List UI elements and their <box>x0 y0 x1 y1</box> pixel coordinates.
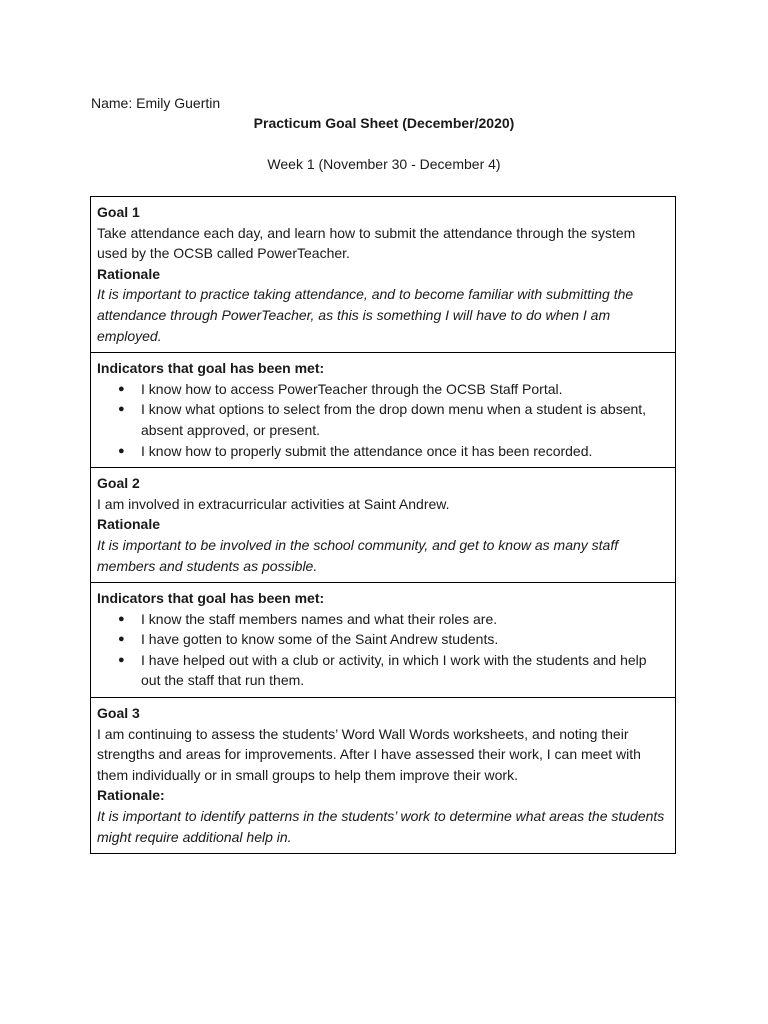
indicator-item: ● I know how to properly submit the attendance once it has been recorded. <box>141 441 669 462</box>
goal-3-rationale-heading: Rationale: <box>97 787 165 804</box>
indicator-item: ● I know how to access PowerTeacher through the OCSB Staff Portal. <box>141 379 669 400</box>
indicator-item: ● I know the staff members names and what their roles are. <box>141 609 669 630</box>
goal-2-row <box>91 468 676 583</box>
goal-3-row <box>91 698 676 854</box>
goal-1-text: Take attendance each day, and learn how to submit the attendance through the system used by the OCSB called PowerTeacher. <box>97 224 636 262</box>
indicator-item: ● I have gotten to know some of the Saint Andrew students. <box>141 629 669 650</box>
indicator-item: ● I know what options to select from the drop down menu when a student is absent, absent approved, or present. <box>141 399 669 440</box>
indicator-item: ● I have helped out with a club or activity, in which I work with the students and help out the staff that run them. <box>141 650 669 691</box>
goal-1-indicators-row <box>91 353 676 468</box>
document-title: Practicum Goal Sheet (December/2020) <box>253 115 515 131</box>
goal-1-rationale-heading: Rationale <box>97 265 161 282</box>
goal-2-indicators-row <box>91 583 676 698</box>
goal-1-cell <box>91 197 676 353</box>
goal-1-indicators-cell <box>91 353 676 468</box>
goal-2-indicator-list <box>97 609 669 691</box>
goal-2-rationale-heading: Rationale <box>97 516 161 533</box>
goal-3-rationale: It is important to identify patterns in the students’ work to determine what areas the students might require additional help in. <box>97 808 665 845</box>
student-name: Name: Emily Guertin <box>91 95 221 111</box>
goal-1-indicator-list <box>97 379 669 461</box>
goal-2-indicators-cell <box>91 583 676 698</box>
goal-table <box>90 196 676 854</box>
goal-2-rationale: It is important to be involved in the school community, and get to know as many staff members and students as possible. <box>97 536 619 574</box>
week-label: Week 1 (November 30 - December 4) <box>267 156 501 172</box>
goal-2-indicators-heading: Indicators that goal has been met: <box>97 590 325 607</box>
goal-2-cell <box>91 468 676 583</box>
goal-3-text: I am continuing to assess the students’ Word Wall Words worksheets, and noting their strengths and areas for improvements. After I have assessed their work, I can meet with them individually or in small groups to help them improve their work. <box>97 725 641 783</box>
goal-1-indicators-heading: Indicators that goal has been met: <box>97 360 325 377</box>
goal-2-heading: Goal 2 <box>97 475 140 492</box>
goal-3-heading: Goal 3 <box>97 705 140 722</box>
goal-2-text: I am involved in extracurricular activities at Saint Andrew. <box>97 495 450 512</box>
goal-1-rationale: It is important to practice taking attendance, and to become familiar with submitting the attendance through PowerTeacher, as this is something I will have to do when I am employed. <box>97 286 634 344</box>
goal-1-row <box>91 197 676 353</box>
goal-1-heading: Goal 1 <box>97 204 140 220</box>
goal-3-cell <box>91 698 676 854</box>
